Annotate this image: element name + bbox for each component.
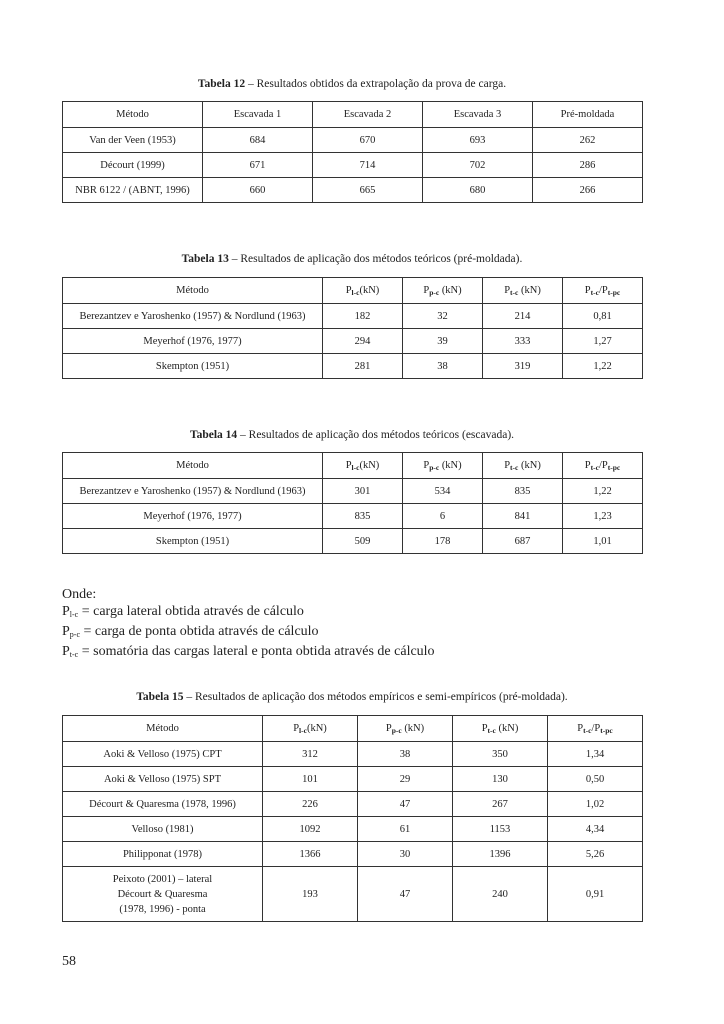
table-cell: Berezantzev e Yaroshenko (1957) & Nordlund (1963) bbox=[63, 479, 323, 504]
table-cell: Berezantzev e Yaroshenko (1957) & Nordlund (1963) bbox=[63, 304, 323, 329]
table-cell: 1092 bbox=[263, 817, 358, 842]
table-cell: 6 bbox=[403, 504, 483, 529]
column-header: Método bbox=[63, 453, 323, 479]
column-header-ppc: $P_{p-c}$ (kN) bbox=[358, 716, 453, 742]
table-cell: 670 bbox=[313, 128, 423, 153]
table-row bbox=[63, 354, 643, 379]
table-title: – Resultados de aplicação dos métodos teóricos (escavada). bbox=[237, 429, 515, 441]
table-cell: 182 bbox=[323, 304, 403, 329]
table-row bbox=[63, 128, 643, 153]
column-header-plc: $P_{l-c}(kN)$ bbox=[323, 278, 403, 304]
table-cell: 312 bbox=[263, 742, 358, 767]
table-cell: 29 bbox=[358, 767, 453, 792]
note-item: $P_{l-c}$ = carga lateral obtida através de cálculo bbox=[62, 604, 304, 619]
column-header-ppc: $P_{p-c}$ (kN) bbox=[403, 278, 483, 304]
table-header-row bbox=[63, 453, 643, 479]
table-cell: 841 bbox=[483, 504, 563, 529]
table-row bbox=[63, 178, 643, 203]
column-header-ratio: $P_{t-c}/P_{t-pc}$ bbox=[563, 278, 643, 304]
table-label: Tabela 12 bbox=[197, 78, 246, 90]
table-label: Tabela 14 bbox=[189, 429, 238, 441]
table-cell: 226 bbox=[263, 792, 358, 817]
table-cell: Philipponat (1978) bbox=[63, 842, 263, 867]
table-cell: 1,01 bbox=[563, 529, 643, 554]
table-row bbox=[63, 304, 643, 329]
table-cell: 1,02 bbox=[548, 792, 643, 817]
table-title: – Resultados de aplicação dos métodos teóricos (pré-moldada). bbox=[228, 253, 523, 265]
table-cell: 32 bbox=[403, 304, 483, 329]
table-cell: Meyerhof (1976, 1977) bbox=[63, 504, 323, 529]
notes-heading: Onde: bbox=[62, 587, 97, 602]
table-13-caption bbox=[62, 253, 642, 265]
table-cell: 47 bbox=[358, 792, 453, 817]
table-cell: 101 bbox=[263, 767, 358, 792]
page-number: 58 bbox=[62, 954, 76, 969]
table-12 bbox=[62, 101, 643, 203]
column-header-ptc: $P_{t-c}$ (kN) bbox=[483, 453, 563, 479]
table-cell: 1,34 bbox=[548, 742, 643, 767]
table-cell: Skempton (1951) bbox=[63, 354, 323, 379]
table-cell: 835 bbox=[483, 479, 563, 504]
note-item: $P_{p-c}$ = carga de ponta obtida através de cálculo bbox=[62, 624, 319, 639]
column-header: Método bbox=[63, 102, 203, 128]
table-cell: Aoki & Velloso (1975) CPT bbox=[63, 742, 263, 767]
table-cell: 5,26 bbox=[548, 842, 643, 867]
table-row bbox=[63, 329, 643, 354]
table-label: Tabela 15 bbox=[136, 691, 184, 703]
table-cell: 0,81 bbox=[563, 304, 643, 329]
table-cell: 319 bbox=[483, 354, 563, 379]
table-14-caption bbox=[62, 429, 642, 441]
table-cell: 0,50 bbox=[548, 767, 643, 792]
column-header-ptc: $P_{t-c}$ (kN) bbox=[483, 278, 563, 304]
column-header-plc: $P_{l-c}(kN)$ bbox=[263, 716, 358, 742]
table-cell: 1,22 bbox=[563, 354, 643, 379]
table-cell: 684 bbox=[203, 128, 313, 153]
table-cell: 835 bbox=[323, 504, 403, 529]
table-cell: Van der Veen (1953) bbox=[63, 128, 203, 153]
table-cell: Skempton (1951) bbox=[63, 529, 323, 554]
table-cell: 534 bbox=[403, 479, 483, 504]
table-cell-multiline: Peixoto (2001) – lateral Décourt & Quaresma (1978, 1996) - ponta bbox=[63, 867, 263, 922]
table-row bbox=[63, 504, 643, 529]
note-item: $P_{t-c}$ = somatória das cargas lateral e ponta obtida através de cálculo bbox=[62, 644, 435, 659]
table-label: Tabela 13 bbox=[181, 253, 229, 265]
table-cell: 509 bbox=[323, 529, 403, 554]
table-13 bbox=[62, 277, 643, 379]
table-header-row bbox=[63, 278, 643, 304]
table-cell: 1,22 bbox=[563, 479, 643, 504]
table-cell: 47 bbox=[358, 867, 453, 922]
table-cell: 680 bbox=[423, 178, 533, 203]
table-cell: 130 bbox=[453, 767, 548, 792]
table-cell: 266 bbox=[533, 178, 643, 203]
table-cell: 1,27 bbox=[563, 329, 643, 354]
table-cell: 267 bbox=[453, 792, 548, 817]
table-cell: 281 bbox=[323, 354, 403, 379]
column-header-plc: $P_{l-c}(kN)$ bbox=[323, 453, 403, 479]
table-row bbox=[63, 153, 643, 178]
table-cell: 286 bbox=[533, 153, 643, 178]
table-cell: 30 bbox=[358, 842, 453, 867]
table-cell: 1366 bbox=[263, 842, 358, 867]
table-cell: Décourt (1999) bbox=[63, 153, 203, 178]
table-row bbox=[63, 479, 643, 504]
table-cell: NBR 6122 / (ABNT, 1996) bbox=[63, 178, 203, 203]
table-cell: 240 bbox=[453, 867, 548, 922]
table-row bbox=[63, 529, 643, 554]
table-cell: Meyerhof (1976, 1977) bbox=[63, 329, 323, 354]
table-cell: 702 bbox=[423, 153, 533, 178]
table-cell: Velloso (1981) bbox=[63, 817, 263, 842]
column-header: Método bbox=[63, 716, 263, 742]
table-cell: Aoki & Velloso (1975) SPT bbox=[63, 767, 263, 792]
column-header: Escavada 3 bbox=[423, 102, 533, 128]
table-cell: 1,23 bbox=[563, 504, 643, 529]
table-cell: 687 bbox=[483, 529, 563, 554]
table-row bbox=[63, 767, 643, 792]
table-row bbox=[63, 792, 643, 817]
table-15-caption bbox=[62, 691, 642, 703]
table-row bbox=[63, 842, 643, 867]
table-cell: 660 bbox=[203, 178, 313, 203]
table-cell: 350 bbox=[453, 742, 548, 767]
column-header: Escavada 1 bbox=[203, 102, 313, 128]
table-cell: 38 bbox=[403, 354, 483, 379]
table-15 bbox=[62, 715, 643, 922]
column-header-ratio: $P_{t-c}/P_{t-pc}$ bbox=[548, 716, 643, 742]
notes-block bbox=[62, 586, 435, 663]
table-cell: 301 bbox=[323, 479, 403, 504]
column-header-ratio: $P_{t-c}/P_{t-pc}$ bbox=[563, 453, 643, 479]
column-header-ptc: $P_{t-c}$ (kN) bbox=[453, 716, 548, 742]
table-cell: 61 bbox=[358, 817, 453, 842]
table-cell: 178 bbox=[403, 529, 483, 554]
table-row bbox=[63, 867, 643, 922]
table-cell: 1396 bbox=[453, 842, 548, 867]
table-12-caption bbox=[62, 78, 642, 90]
table-cell: 333 bbox=[483, 329, 563, 354]
column-header: Pré-moldada bbox=[533, 102, 643, 128]
table-cell: 214 bbox=[483, 304, 563, 329]
table-row bbox=[63, 817, 643, 842]
table-cell: 1153 bbox=[453, 817, 548, 842]
table-row bbox=[63, 742, 643, 767]
table-cell: 262 bbox=[533, 128, 643, 153]
table-cell: 0,91 bbox=[548, 867, 643, 922]
table-cell: 39 bbox=[403, 329, 483, 354]
table-cell: 665 bbox=[313, 178, 423, 203]
table-header-row bbox=[63, 102, 643, 128]
table-cell: 714 bbox=[313, 153, 423, 178]
column-header-ppc: $P_{p-c}$ (kN) bbox=[403, 453, 483, 479]
table-cell: Décourt & Quaresma (1978, 1996) bbox=[63, 792, 263, 817]
table-cell: 693 bbox=[423, 128, 533, 153]
table-cell: 38 bbox=[358, 742, 453, 767]
column-header: Método bbox=[63, 278, 323, 304]
table-14 bbox=[62, 452, 643, 554]
table-header-row bbox=[63, 716, 643, 742]
table-title: – Resultados obtidos da extrapolação da prova de carga. bbox=[245, 78, 507, 90]
table-cell: 294 bbox=[323, 329, 403, 354]
table-title: – Resultados de aplicação dos métodos empíricos e semi-empíricos (pré-moldada). bbox=[183, 691, 568, 703]
table-cell: 193 bbox=[263, 867, 358, 922]
table-cell: 4,34 bbox=[548, 817, 643, 842]
table-cell: 671 bbox=[203, 153, 313, 178]
column-header: Escavada 2 bbox=[313, 102, 423, 128]
